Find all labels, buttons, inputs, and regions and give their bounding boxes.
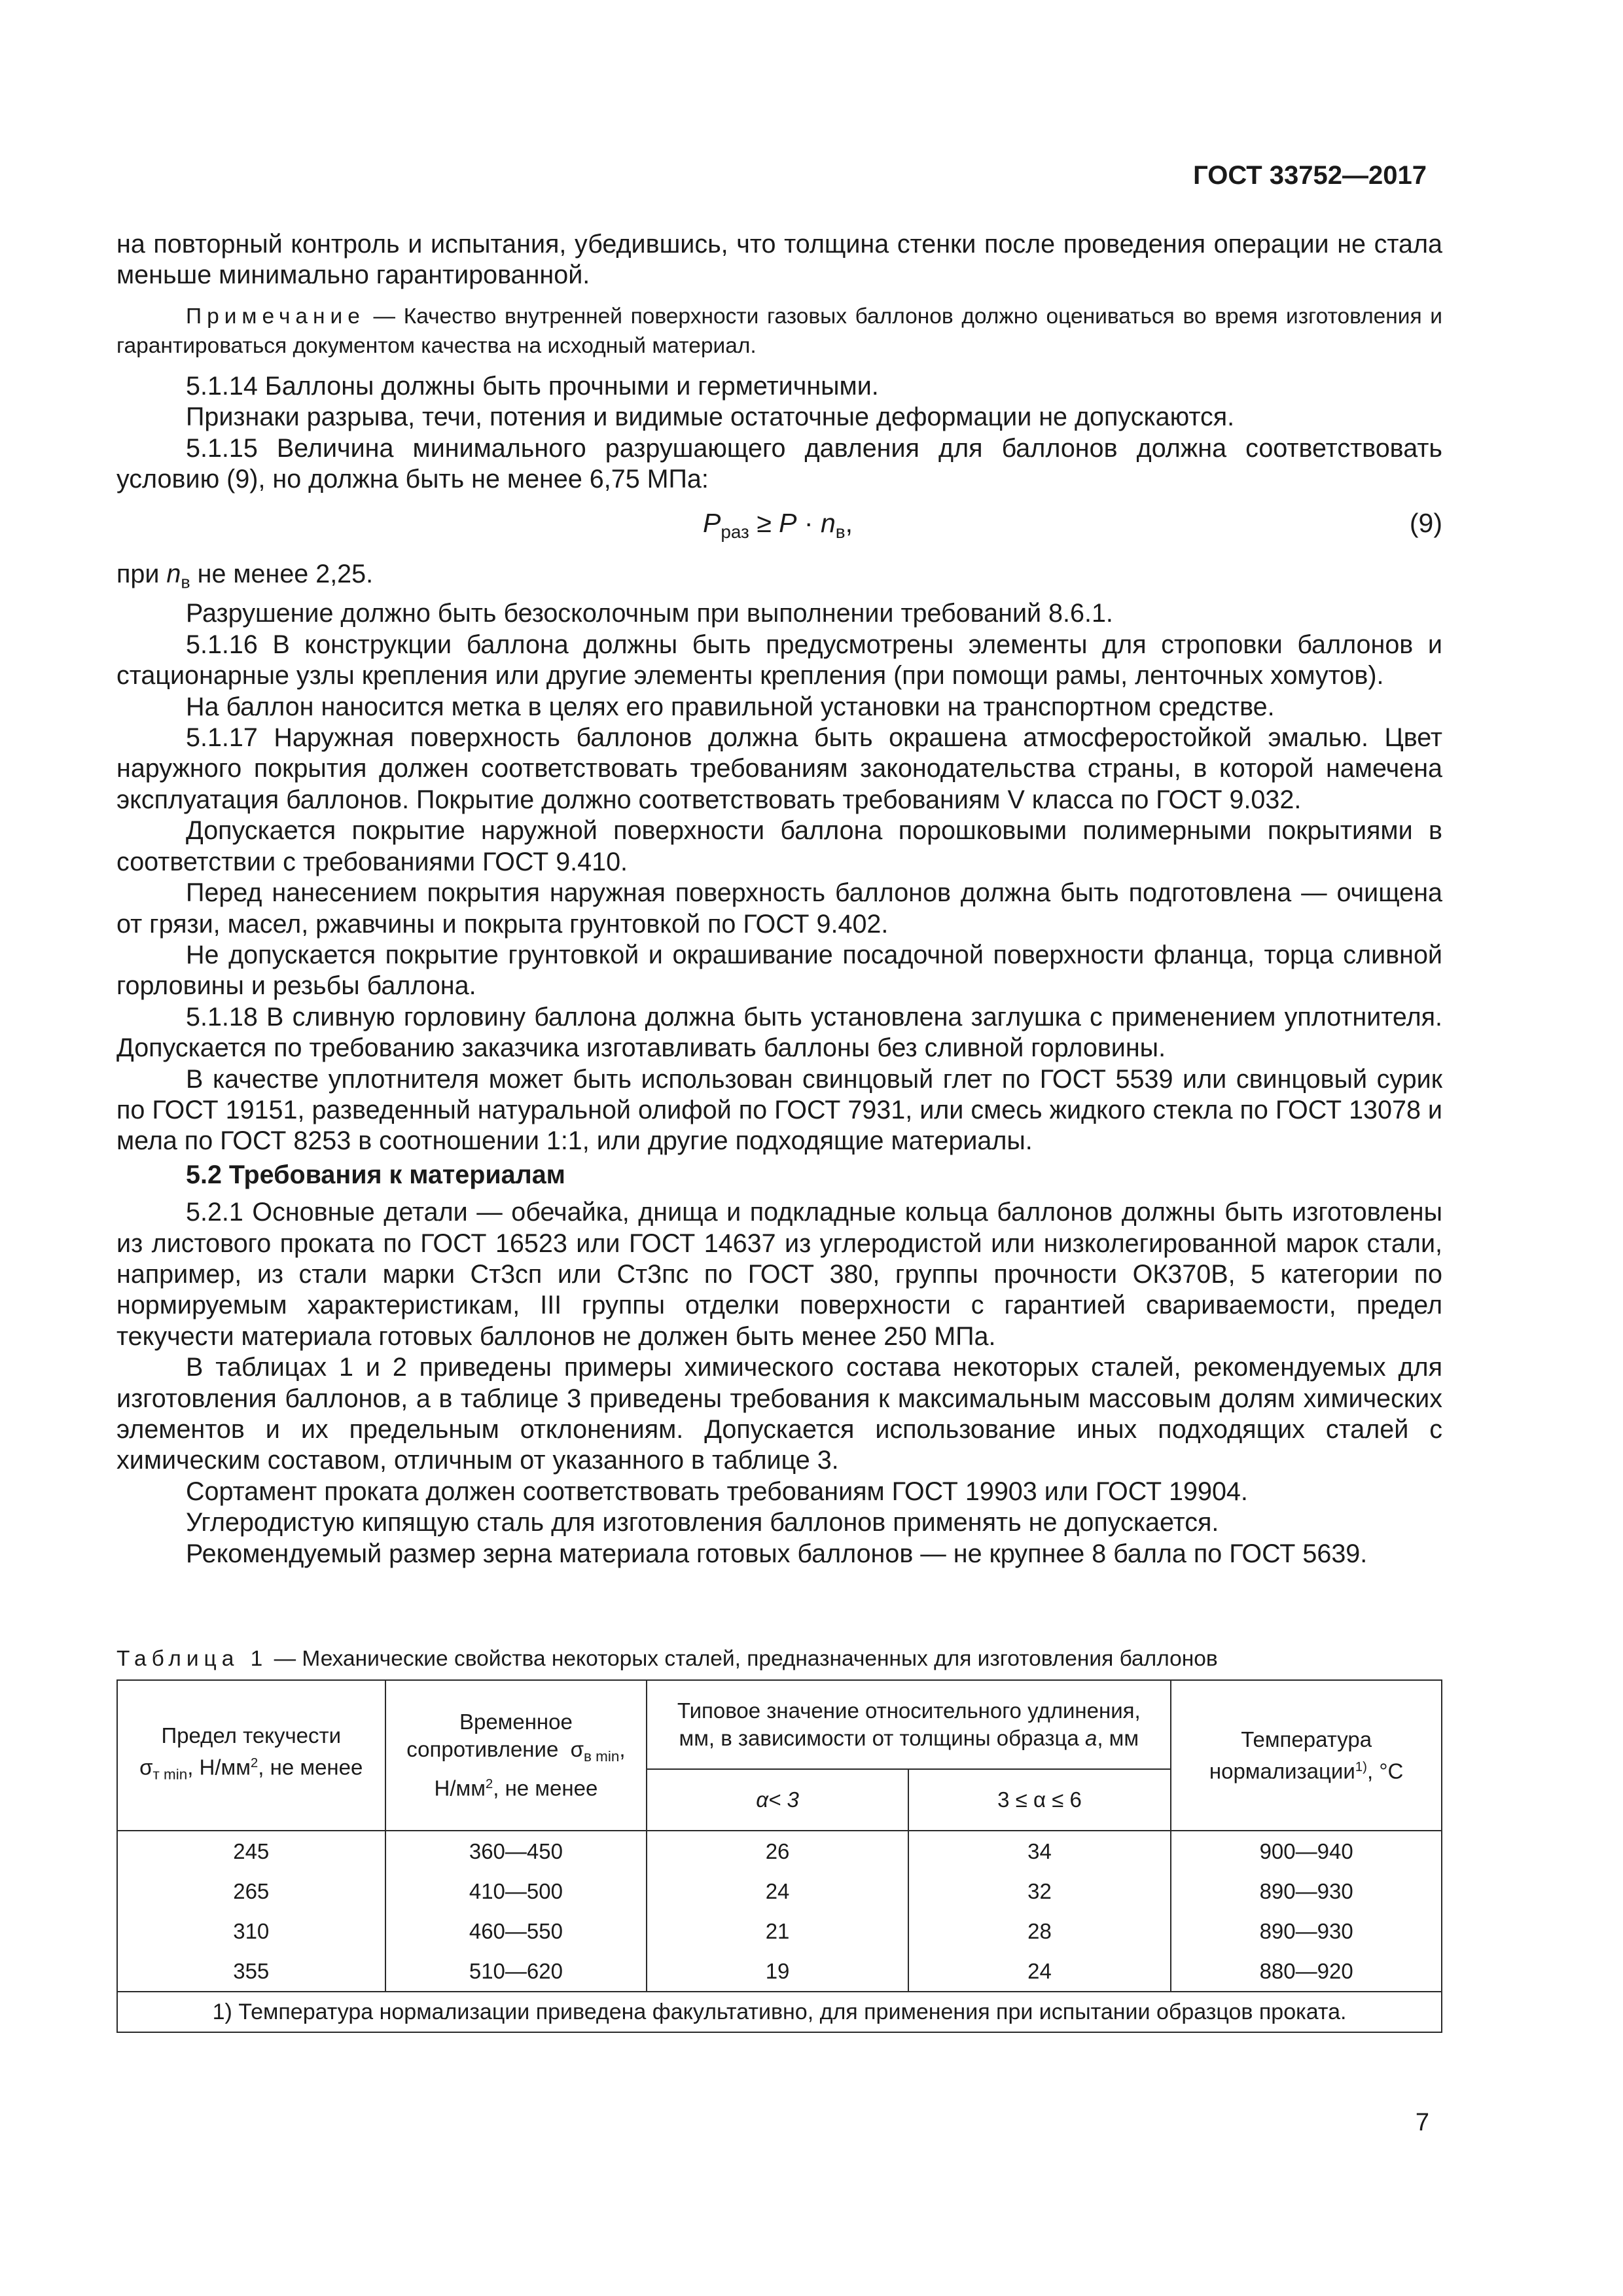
cell-elong-thick: 32 xyxy=(908,1871,1171,1911)
header-elongation-line1: Типовое значение относительного удлинения, xyxy=(677,1698,1141,1723)
table-footnote-row xyxy=(117,1992,1442,2032)
paragraph-boiling-steel: Углеродистую кипящую сталь для изготовления баллонов применять не допускается. xyxy=(186,1508,1219,1537)
table-caption-text: — Механические свойства некоторых сталей, предназначенных для изготовления баллонов xyxy=(268,1647,1218,1671)
note-text: — Качество внутренней поверхности газовых баллонов должно оцениваться во время изготовления и гарантироваться документом качества на исходный материал. xyxy=(116,304,1442,358)
header-yield-unit: , Н/мм xyxy=(187,1755,251,1780)
header-yield-symbol: σ xyxy=(139,1755,153,1780)
paragraph-seal: В качестве уплотнителя может быть использован свинцовый глет по ГОСТ 5539 или свинцовый сурик по ГОСТ 19151, разведенный натуральной олифой по ГОСТ 7931, или смесь жидкого стекла по ГОСТ 13078 и мела по ГОСТ 8253 в соотношении 1:1, или другие подходящие материалы. xyxy=(116,1064,1442,1156)
paragraph-assortment: Сортамент проката должен соответствовать требованиям ГОСТ 19903 или ГОСТ 19904. xyxy=(186,1477,1248,1506)
subheader-thick xyxy=(908,1769,1171,1831)
header-elongation xyxy=(647,1680,1171,1769)
paragraph-5-1-14: 5.1.14 Баллоны должны быть прочными и герметичными. xyxy=(186,371,879,401)
paragraph-5-2-1: 5.2.1 Основные детали — обечайка, днища и подкладные кольца баллонов должны быть изготовлены из листового проката по ГОСТ 16523 или ГОСТ 14637 из углеродистой или низколегированной марок стали, например, из стали марки Ст3сп или Ст3пс по ГОСТ 380, группы прочности ОК370В, 5 категории по нормируемым характеристикам, III группы отделки поверхности с гарантией свариваемости, предел текучести материала готовых баллонов не должен быть менее 250 МПа. xyxy=(116,1198,1442,1351)
header-tensile-line2: сопротивление xyxy=(406,1737,559,1762)
body-text xyxy=(116,229,1442,1570)
cell-elong-thick: 24 xyxy=(908,1951,1171,1992)
nv-prefix: при xyxy=(116,560,167,589)
cell-yield: 245 xyxy=(117,1831,385,1871)
table-caption-label: Таблица 1 xyxy=(116,1647,268,1671)
header-temp-tail: , °С xyxy=(1366,1759,1404,1784)
header-elongation-line2: мм, в зависимости от толщины образца xyxy=(679,1726,1085,1750)
header-temp-line1: Температура xyxy=(1241,1727,1372,1751)
paragraph-grain: Рекомендуемый размер зерна материала готовых баллонов — не крупнее 8 балла по ГОСТ 5639. xyxy=(186,1539,1368,1568)
header-yield-strength xyxy=(117,1680,385,1831)
paragraph-powder: Допускается покрытие наружной поверхности баллона порошковыми полимерными покрытиями в соответствии с требованиями ГОСТ 9.410. xyxy=(116,816,1442,876)
note-label: Примечание xyxy=(186,304,365,329)
header-tensile-symbol: σ xyxy=(570,1737,584,1762)
table-row xyxy=(117,1911,1442,1951)
header-yield-sub: т min xyxy=(152,1766,188,1783)
paragraph-5-1-17: 5.1.17 Наружная поверхность баллонов должна быть окрашена атмосферостойкой эмалью. Цвет наружного покрытия должен соответствовать требованиям законодательства страны, в которой намечена эксплуатация баллонов. Покрытие должно соответствовать требованиям V класса по ГОСТ 9.032. xyxy=(116,723,1442,814)
header-tensile-strength: Временное сопротивление $\sigma_{в min}$, $Н/мм^2$, не менее xyxy=(385,1680,647,1831)
header-yield-tail: , не менее xyxy=(258,1755,363,1780)
page-number: 7 xyxy=(1415,2109,1429,2136)
paragraph-5-1-18: 5.1.18 В сливную горловину баллона должна быть установлена заглушка с применением уплотнителя. Допускается по требованию заказчика изготавливать баллоны без сливной горловины. xyxy=(116,1002,1442,1063)
header-yield-line1: Предел текучести xyxy=(161,1723,342,1748)
cell-yield: 265 xyxy=(117,1871,385,1911)
cell-temp: 890—930 xyxy=(1171,1911,1442,1951)
formula-var-n: n xyxy=(820,508,836,539)
cell-elong-thick: 34 xyxy=(908,1831,1171,1871)
header-tensile-tail: , не менее xyxy=(493,1776,598,1801)
paragraph-continuation: на повторный контроль и испытания, убедившись, что толщина стенки после проведения операции не стала меньше минимально гарантированной. xyxy=(116,230,1442,290)
table-footnote: 1) Температура нормализации приведена факультативно, для применения при испытании образцов проката. xyxy=(117,1992,1442,2032)
paragraph-destruction: Разрушение должно быть безосколочным при выполнении требований 8.6.1. xyxy=(186,599,1113,628)
header-elongation-var: а xyxy=(1084,1726,1097,1750)
paragraph-noprimer: Не допускается покрытие грунтовкой и окрашивание посадочной поверхности фланца, торца сливной горловины и резьбы баллона. xyxy=(116,940,1442,1001)
header-tensile-line1: Временное xyxy=(459,1710,573,1734)
formula-expression xyxy=(703,508,853,547)
paragraph-tables: В таблицах 1 и 2 приведены примеры химического состава некоторых сталей, рекомендуемых для изготовления баллонов, а в таблице 3 приведены требования к максимальным массовым долям химических элементов и их предельным отклонениям. Допускается использование иных подходящих сталей с химическим составом, отличным от указанного в таблице 3. xyxy=(116,1353,1442,1475)
formula-var-p2: P xyxy=(779,508,797,539)
cell-yield: 310 xyxy=(117,1911,385,1951)
formula-comma: , xyxy=(845,508,853,539)
document-code: ГОСТ 33752—2017 xyxy=(1193,161,1427,190)
paragraph-prep: Перед нанесением покрытия наружная поверхность баллонов должна быть подготовлена — очищена от грязи, масел, ржавчины и покрыта грунтовкой по ГОСТ 9.402. xyxy=(116,878,1442,939)
subheader-thin-text: α< 3 xyxy=(756,1787,799,1812)
cell-tensile: 410—500 xyxy=(385,1871,647,1911)
header-tensile-unit: Н/мм xyxy=(434,1776,486,1801)
cell-yield: 355 xyxy=(117,1951,385,1992)
header-temp-line2: нормализации xyxy=(1209,1759,1355,1784)
formula-number: (9) xyxy=(1409,508,1442,539)
header-yield-sup: 2 xyxy=(250,1755,259,1771)
table-header-row xyxy=(117,1680,1442,1769)
subheader-thick-text: 3 ≤ α ≤ 6 xyxy=(997,1787,1082,1812)
header-tensile-sub: в min xyxy=(584,1748,620,1765)
nv-suffix: не менее 2,25. xyxy=(190,560,374,589)
header-temp-sup: 1) xyxy=(1355,1759,1367,1774)
cell-temp: 880—920 xyxy=(1171,1951,1442,1992)
cell-tensile: 360—450 xyxy=(385,1831,647,1871)
mechanical-properties-table xyxy=(116,1679,1442,2033)
paragraph-nv xyxy=(116,559,1442,598)
cell-elong-thin: 19 xyxy=(647,1951,908,1992)
nv-var: n xyxy=(166,560,181,589)
subheader-thin xyxy=(647,1769,908,1831)
paragraph-5-1-16: 5.1.16 В конструкции баллона должны быть предусмотрены элементы для строповки баллонов и стационарные узлы крепления или другие элементы крепления (при помощи рамы, ленточных хомутов). xyxy=(116,630,1442,691)
cell-tensile: 510—620 xyxy=(385,1951,647,1992)
nv-sub: в xyxy=(181,573,190,593)
formula-var-p: P xyxy=(703,508,721,539)
header-tensile-sup: 2 xyxy=(485,1776,493,1792)
header-normalization-temp xyxy=(1171,1680,1442,1831)
cell-elong-thin: 21 xyxy=(647,1911,908,1951)
table-row xyxy=(117,1951,1442,1992)
formula-sub-raz: раз xyxy=(721,522,749,543)
cell-elong-thin: 26 xyxy=(647,1831,908,1871)
formula-9 xyxy=(116,503,1442,555)
table-caption xyxy=(116,1647,1218,1672)
formula-geq: ≥ xyxy=(749,508,779,539)
cell-elong-thick: 28 xyxy=(908,1911,1171,1951)
table-row xyxy=(117,1831,1442,1871)
formula-sub-v: в xyxy=(835,522,846,543)
cell-temp: 890—930 xyxy=(1171,1871,1442,1911)
paragraph-mark: На баллон наносится метка в целях его правильной установки на транспортном средстве. xyxy=(186,692,1275,721)
cell-temp: 900—940 xyxy=(1171,1831,1442,1871)
formula-dot: · xyxy=(796,508,821,539)
table-row xyxy=(117,1871,1442,1911)
cell-tensile: 460—550 xyxy=(385,1911,647,1951)
note xyxy=(116,302,1442,361)
paragraph-5-1-15: 5.1.15 Величина минимального разрушающего давления для баллонов должна соответствовать условию (9), но должна быть не менее 6,75 МПа: xyxy=(116,433,1442,494)
cell-elong-thin: 24 xyxy=(647,1871,908,1911)
header-elongation-unit: , мм xyxy=(1097,1726,1139,1750)
section-heading-5-2: 5.2 Требования к материалам xyxy=(186,1160,565,1189)
paragraph-5-1-14-b: Признаки разрыва, течи, потения и видимые остаточные деформации не допускаются. xyxy=(186,403,1235,432)
